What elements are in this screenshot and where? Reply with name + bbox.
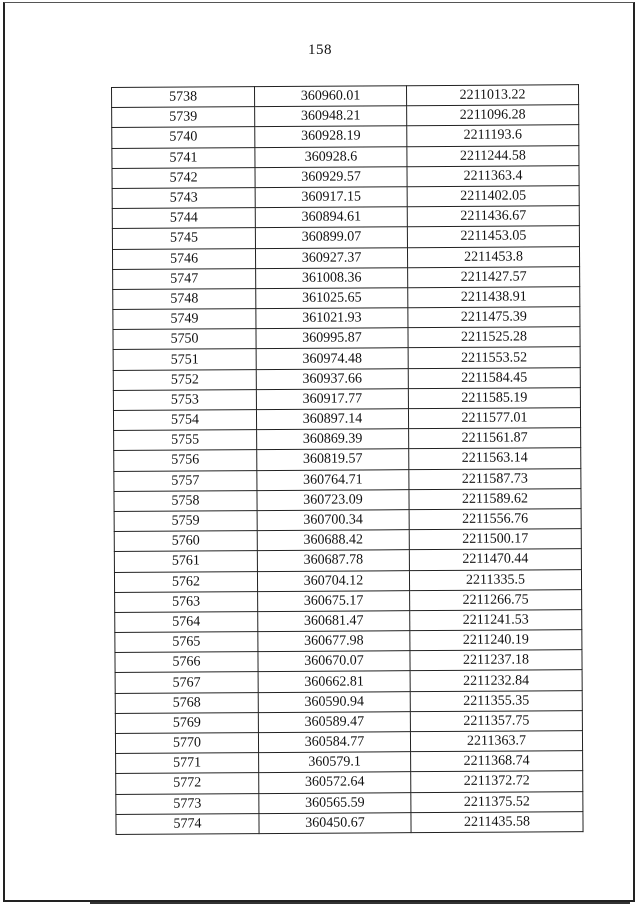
table-row <box>113 387 580 410</box>
x-coordinate-cell: 360704.12 <box>257 570 409 591</box>
point-id-cell: 5748 <box>113 288 256 309</box>
x-coordinate-cell: 360928.19 <box>255 126 407 147</box>
table-row <box>115 731 582 754</box>
y-coordinate-cell: 2211589.62 <box>409 488 581 509</box>
point-id-cell: 5765 <box>115 632 258 653</box>
x-coordinate-cell: 360700.34 <box>257 510 409 531</box>
x-coordinate-cell: 360960.01 <box>255 86 407 107</box>
table-row <box>112 165 579 188</box>
table-row <box>113 287 580 310</box>
point-id-cell: 5767 <box>115 672 258 693</box>
y-coordinate-cell: 2211237.18 <box>410 650 582 671</box>
y-coordinate-cell: 2211563.14 <box>409 448 581 469</box>
table-row <box>113 367 580 390</box>
y-coordinate-cell: 2211363.7 <box>410 731 582 752</box>
point-id-cell: 5750 <box>113 329 256 350</box>
table-row <box>112 206 579 229</box>
y-coordinate-cell: 2211435.58 <box>411 811 583 832</box>
x-coordinate-cell: 360590.94 <box>258 691 410 712</box>
page-number: 158 <box>308 42 332 58</box>
x-coordinate-cell: 360662.81 <box>258 671 410 692</box>
x-coordinate-cell: 360928.6 <box>255 146 407 167</box>
table-row <box>112 105 579 128</box>
table-row <box>114 428 581 451</box>
x-coordinate-cell: 360899.07 <box>255 227 407 248</box>
table-row <box>113 327 580 350</box>
x-coordinate-cell: 360764.71 <box>257 469 409 490</box>
y-coordinate-cell: 2211335.5 <box>409 569 581 590</box>
y-coordinate-cell: 2211436.67 <box>407 206 579 227</box>
x-coordinate-cell: 360819.57 <box>257 449 409 470</box>
table-row <box>116 791 583 814</box>
y-coordinate-cell: 2211368.74 <box>411 751 583 772</box>
table-row <box>112 246 579 269</box>
point-id-cell: 5745 <box>112 228 255 249</box>
x-coordinate-cell: 360917.15 <box>255 187 407 208</box>
point-id-cell: 5742 <box>112 167 255 188</box>
table-row <box>114 448 581 471</box>
table-row <box>116 751 583 774</box>
point-id-cell: 5770 <box>115 733 258 754</box>
table-row <box>114 549 581 572</box>
point-id-cell: 5769 <box>115 712 258 733</box>
y-coordinate-cell: 2211585.19 <box>408 387 580 408</box>
table-row <box>115 670 582 693</box>
x-coordinate-cell: 360688.42 <box>257 530 409 551</box>
x-coordinate-cell: 360670.07 <box>258 651 410 672</box>
x-coordinate-cell: 361025.65 <box>256 288 408 309</box>
point-id-cell: 5774 <box>116 813 259 834</box>
bottom-rule <box>90 902 630 904</box>
point-id-cell: 5766 <box>115 652 258 673</box>
point-id-cell: 5752 <box>113 369 256 390</box>
x-coordinate-cell: 360929.57 <box>255 166 407 187</box>
table-row <box>112 186 579 209</box>
x-coordinate-cell: 360869.39 <box>257 429 409 450</box>
point-id-cell: 5749 <box>113 309 256 330</box>
point-id-cell: 5761 <box>114 551 257 572</box>
table-row <box>112 226 579 249</box>
point-id-cell: 5739 <box>112 107 255 128</box>
y-coordinate-cell: 2211241.53 <box>410 610 582 631</box>
point-id-cell: 5738 <box>112 87 255 108</box>
y-coordinate-cell: 2211453.05 <box>407 226 579 247</box>
y-coordinate-cell: 2211013.22 <box>406 85 578 106</box>
table-row <box>113 347 580 370</box>
table-row <box>115 589 582 612</box>
point-id-cell: 5746 <box>112 248 255 269</box>
y-coordinate-cell: 2211584.45 <box>408 367 580 388</box>
point-id-cell: 5757 <box>114 470 257 491</box>
y-coordinate-cell: 2211587.73 <box>409 468 581 489</box>
point-id-cell: 5744 <box>112 208 255 229</box>
point-id-cell: 5756 <box>114 450 257 471</box>
y-coordinate-cell: 2211232.84 <box>410 670 582 691</box>
point-id-cell: 5759 <box>114 511 257 532</box>
table-row <box>115 610 582 633</box>
y-coordinate-cell: 2211096.28 <box>407 105 579 126</box>
y-coordinate-cell: 2211266.75 <box>410 589 582 610</box>
point-id-cell: 5740 <box>112 127 255 148</box>
point-id-cell: 5754 <box>113 410 256 431</box>
y-coordinate-cell: 2211525.28 <box>408 327 580 348</box>
table-row <box>114 509 581 532</box>
x-coordinate-cell: 360894.61 <box>255 207 407 228</box>
y-coordinate-cell: 2211438.91 <box>408 287 580 308</box>
point-id-cell: 5755 <box>114 430 257 451</box>
y-coordinate-cell: 2211561.87 <box>409 428 581 449</box>
y-coordinate-cell: 2211193.6 <box>407 125 579 146</box>
point-id-cell: 5771 <box>116 753 259 774</box>
table-row <box>115 650 582 673</box>
point-id-cell: 5753 <box>113 389 256 410</box>
point-id-cell: 5764 <box>115 611 258 632</box>
x-coordinate-cell: 360450.67 <box>259 812 411 833</box>
coordinates-table <box>111 84 584 835</box>
y-coordinate-cell: 2211375.52 <box>411 791 583 812</box>
x-coordinate-cell: 360579.1 <box>259 752 411 773</box>
table-row <box>112 145 579 168</box>
x-coordinate-cell: 360917.77 <box>256 389 408 410</box>
x-coordinate-cell: 360723.09 <box>257 489 409 510</box>
point-id-cell: 5772 <box>116 773 259 794</box>
table-row <box>112 125 579 148</box>
point-id-cell: 5758 <box>114 490 257 511</box>
y-coordinate-cell: 2211240.19 <box>410 630 582 651</box>
point-id-cell: 5762 <box>114 571 257 592</box>
x-coordinate-cell: 361021.93 <box>256 308 408 329</box>
y-coordinate-cell: 2211500.17 <box>409 529 581 550</box>
table-row <box>115 710 582 733</box>
y-coordinate-cell: 2211372.72 <box>411 771 583 792</box>
point-id-cell: 5773 <box>116 793 259 814</box>
x-coordinate-cell: 360948.21 <box>255 106 407 127</box>
x-coordinate-cell: 360687.78 <box>257 550 409 571</box>
coordinates-table-body <box>112 85 584 835</box>
y-coordinate-cell: 2211357.75 <box>410 710 582 731</box>
table-row <box>114 468 581 491</box>
x-coordinate-cell: 360937.66 <box>256 368 408 389</box>
x-coordinate-cell: 360565.59 <box>259 792 411 813</box>
x-coordinate-cell: 360677.98 <box>258 631 410 652</box>
point-id-cell: 5760 <box>114 531 257 552</box>
table-row <box>116 771 583 794</box>
y-coordinate-cell: 2211427.57 <box>408 266 580 287</box>
x-coordinate-cell: 360681.47 <box>258 611 410 632</box>
table-row <box>114 488 581 511</box>
point-id-cell: 5751 <box>113 349 256 370</box>
table-row <box>114 569 581 592</box>
x-coordinate-cell: 360675.17 <box>258 590 410 611</box>
y-coordinate-cell: 2211402.05 <box>407 186 579 207</box>
x-coordinate-cell: 360995.87 <box>256 328 408 349</box>
x-coordinate-cell: 361008.36 <box>256 267 408 288</box>
table-row <box>115 690 582 713</box>
x-coordinate-cell: 360927.37 <box>255 247 407 268</box>
y-coordinate-cell: 2211577.01 <box>408 408 580 429</box>
y-coordinate-cell: 2211475.39 <box>408 307 580 328</box>
point-id-cell: 5741 <box>112 147 255 168</box>
y-coordinate-cell: 2211556.76 <box>409 509 581 530</box>
x-coordinate-cell: 360589.47 <box>258 711 410 732</box>
point-id-cell: 5747 <box>113 268 256 289</box>
table-row <box>113 266 580 289</box>
y-coordinate-cell: 2211244.58 <box>407 145 579 166</box>
point-id-cell: 5763 <box>115 591 258 612</box>
point-id-cell: 5743 <box>112 188 255 209</box>
x-coordinate-cell: 360974.48 <box>256 348 408 369</box>
y-coordinate-cell: 2211470.44 <box>409 549 581 570</box>
x-coordinate-cell: 360897.14 <box>256 409 408 430</box>
table-row <box>113 307 580 330</box>
table-row <box>114 529 581 552</box>
y-coordinate-cell: 2211553.52 <box>408 347 580 368</box>
point-id-cell: 5768 <box>115 692 258 713</box>
table-row <box>112 85 579 108</box>
y-coordinate-cell: 2211355.35 <box>410 690 582 711</box>
table-row <box>113 408 580 431</box>
y-coordinate-cell: 2211363.4 <box>407 165 579 186</box>
x-coordinate-cell: 360572.64 <box>259 772 411 793</box>
table-row <box>115 630 582 653</box>
y-coordinate-cell: 2211453.8 <box>407 246 579 267</box>
x-coordinate-cell: 360584.77 <box>258 732 410 753</box>
table-row <box>116 811 583 834</box>
